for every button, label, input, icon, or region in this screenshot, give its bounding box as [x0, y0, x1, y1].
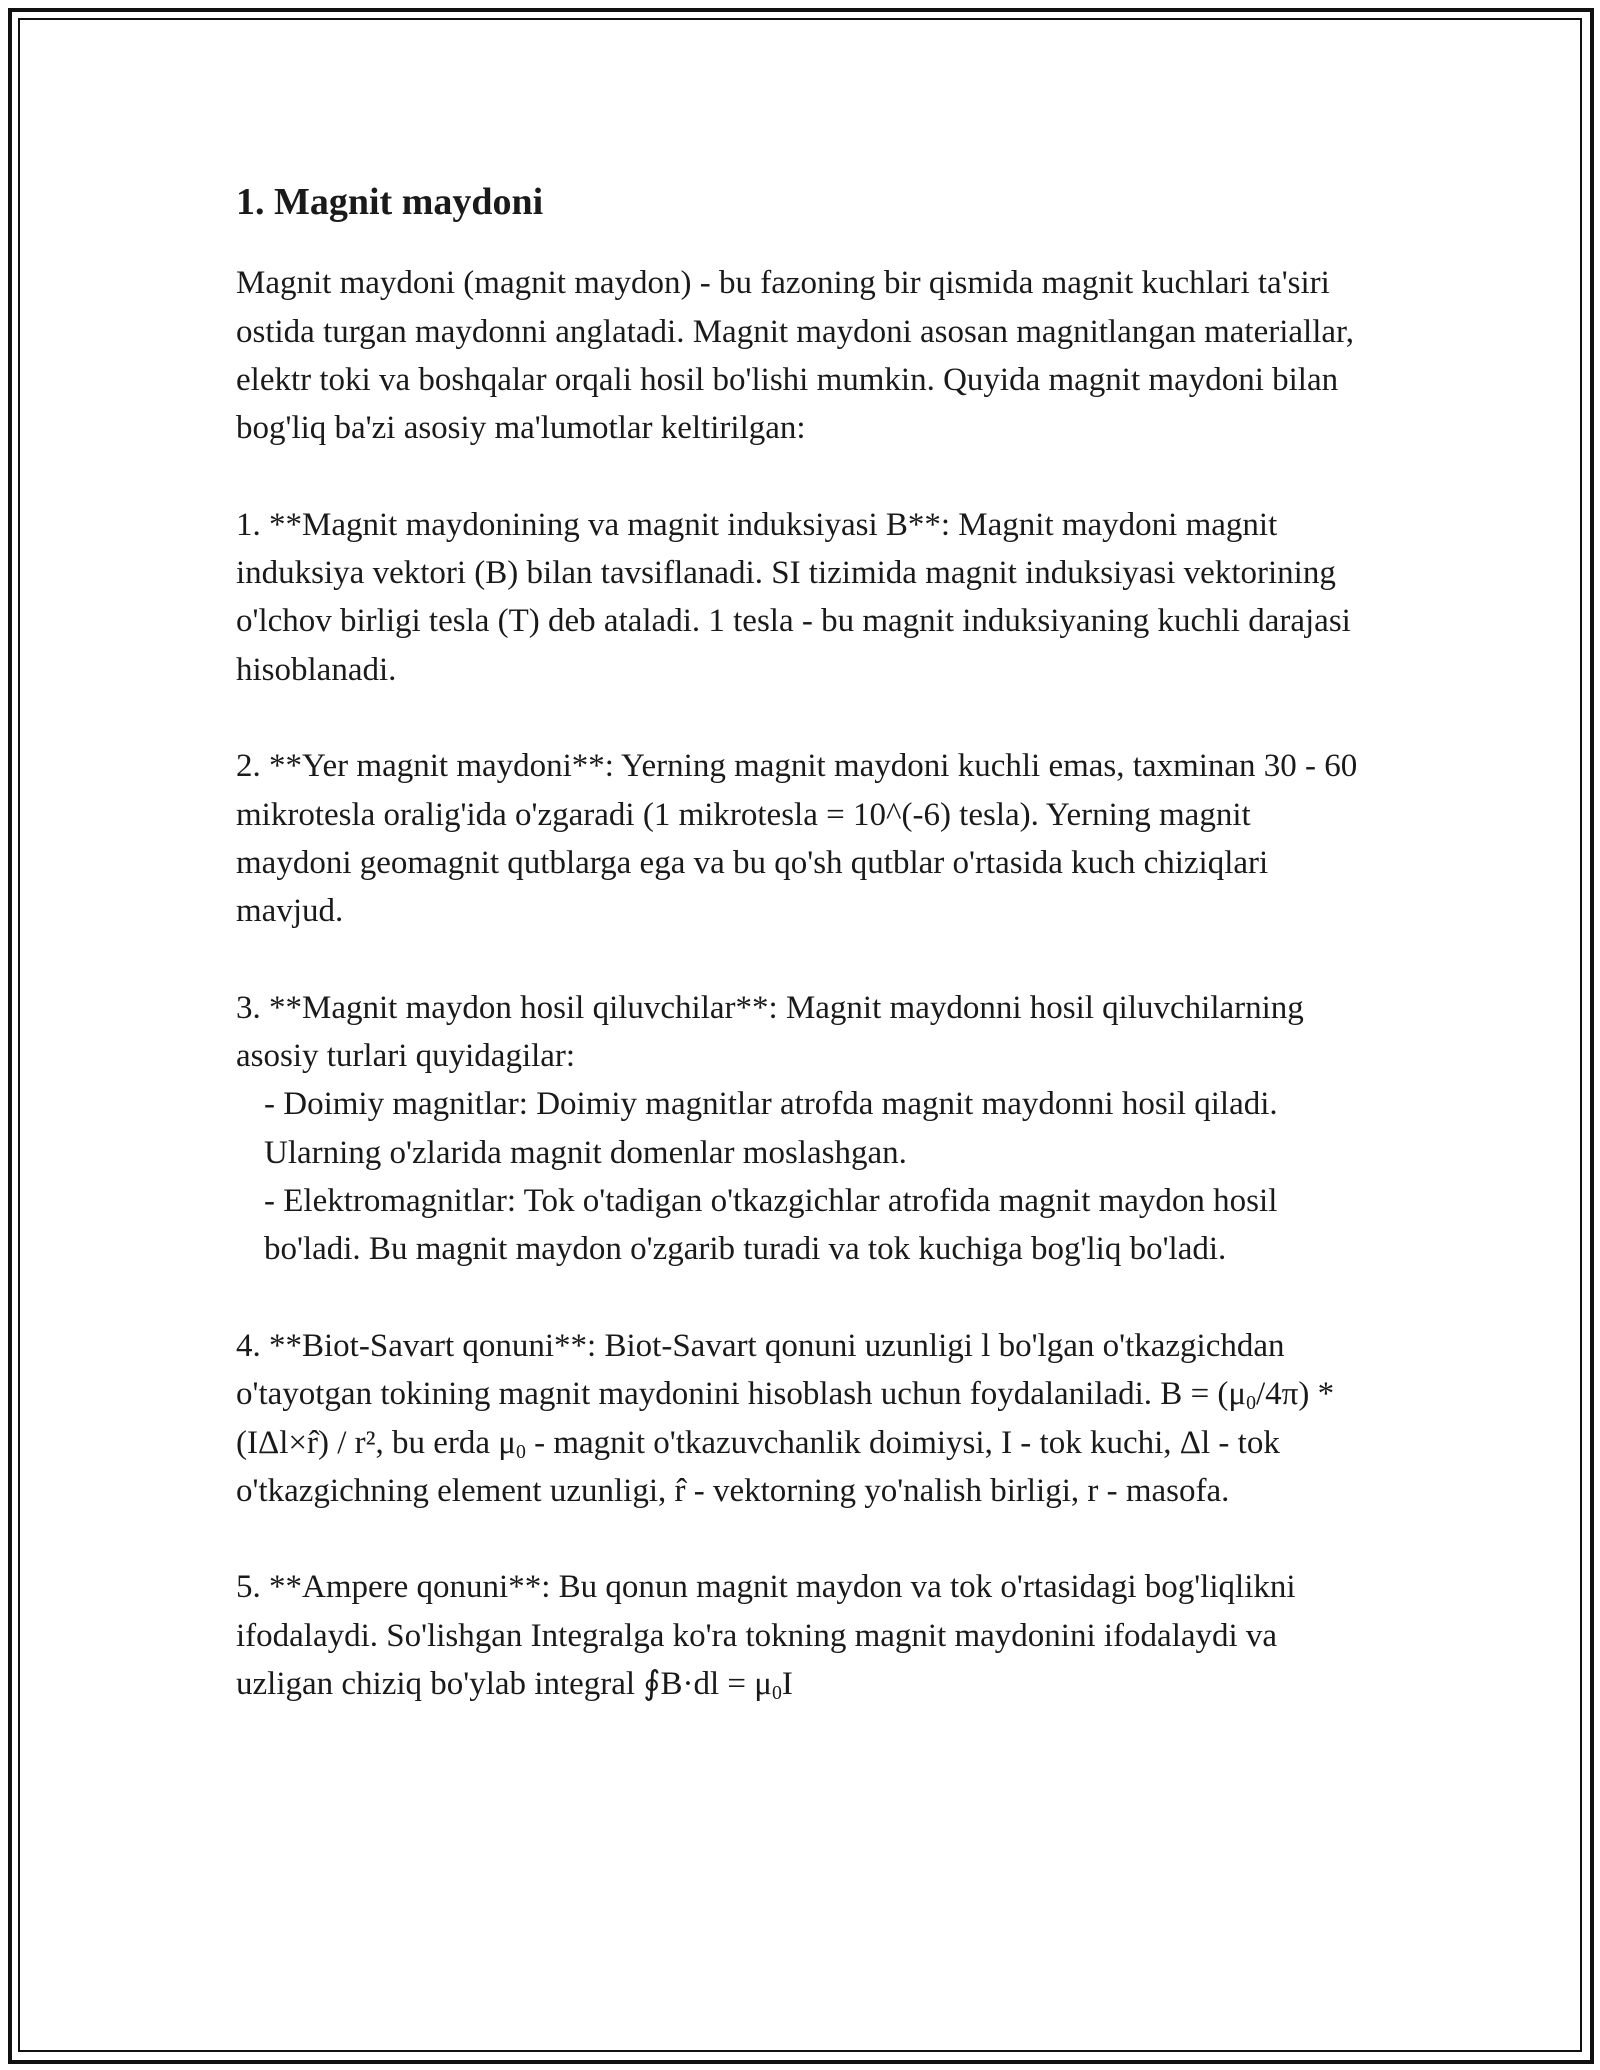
item-4-text-b: /4π) * (IΔl×r̂) / r², bu erda μ: [236, 1376, 1335, 1461]
paragraph-gap: [236, 694, 1366, 742]
item-5-text-a: 5. **Ampere qonuni**: Bu qonun magnit maydon va tok o'rtasidagi bog'liqlikni ifodalaydi. So'lishgan Integralga ko'ra tokning magnit maydonini ifodalaydi va uzligan chiziq bo'ylab integral ∮B·dl = μ: [236, 1569, 1296, 1702]
list-item-4: [236, 1322, 1366, 1515]
list-item-3: 3. **Magnit maydon hosil qiluvchilar**: Magnit maydonni hosil qiluvchilarning asosiy turlari quyidagilar:: [236, 989, 1304, 1075]
list-item-3-sub-1: - Doimiy magnitlar: Doimiy magnitlar atrofda magnit maydonni hosil qiladi. Ularning o'zlarida magnit domenlar moslashgan.: [264, 1086, 1278, 1171]
mu-zero-subscript: 0: [515, 1440, 526, 1463]
paragraph-gap: [236, 1274, 1366, 1322]
paragraph-gap: [236, 453, 1366, 501]
list-item-1: 1. **Magnit maydonining va magnit induksiyasi B**: Magnit maydoni magnit induksiya vektori (B) bilan tavsiflanadi. SI tizimida magnit induksiyasi vektorining o'lchov birligi tesla (T) deb ataladi. 1 tesla - bu magnit induksiyaning kuchli darajasi hisoblanadi.: [236, 506, 1351, 688]
mu-zero-subscript: 0: [771, 1681, 782, 1704]
mu-zero-subscript: 0: [1246, 1392, 1256, 1415]
document-body: [236, 178, 1366, 1708]
list-item-3-sub-2: - Elektromagnitlar: Tok o'tadigan o'tkazgichlar atrofida magnit maydon hosil bo'ladi. Bu magnit maydon o'zgarib turadi va tok kuchiga bog'liq bo'ladi.: [264, 1183, 1278, 1268]
item-5-text-b: I: [781, 1666, 793, 1702]
section-heading: 1. Magnit maydoni: [236, 181, 544, 223]
paragraph-gap: [236, 936, 1366, 984]
list-item-2: 2. **Yer magnit maydoni**: Yerning magnit maydoni kuchli emas, taxminan 30 - 60 mikrotesla oralig'ida o'zgaradi (1 mikrotesla = 10^(-6) tesla). Yerning magnit maydoni geomagnit qutblarga ega va bu qo'sh qutblar o'rtasida kuch chiziqlari mavjud.: [236, 748, 1358, 930]
item-4-text-a: 4. **Biot-Savart qonuni**: Biot-Savart qonuni uzunligi l bo'lgan o'tkazgichdan o'tayotgan tokining magnit maydonini hisoblash uchun foydalaniladi. B = (μ: [236, 1327, 1285, 1413]
item-4-text-c: - magnit o'tkazuvchanlik doimiysi, I - tok kuchi, Δl - tok o'tkazgichning element uzunligi, r̂ - vektorning yo'nalish birligi, r - masofa.: [236, 1424, 1280, 1509]
list-item-5: [236, 1563, 1366, 1708]
intro-paragraph: Magnit maydoni (magnit maydon) - bu fazoning bir qismida magnit kuchlari ta'siri ostida turgan maydonni anglatadi. Magnit maydoni asosan magnitlangan materiallar, elektr toki va boshqalar orqali hosil bo'lishi mumkin. Quyida magnit maydoni bilan bog'liq ba'zi asosiy ma'lumotlar keltirilgan:: [236, 265, 1354, 447]
paragraph-gap: [236, 1515, 1366, 1563]
